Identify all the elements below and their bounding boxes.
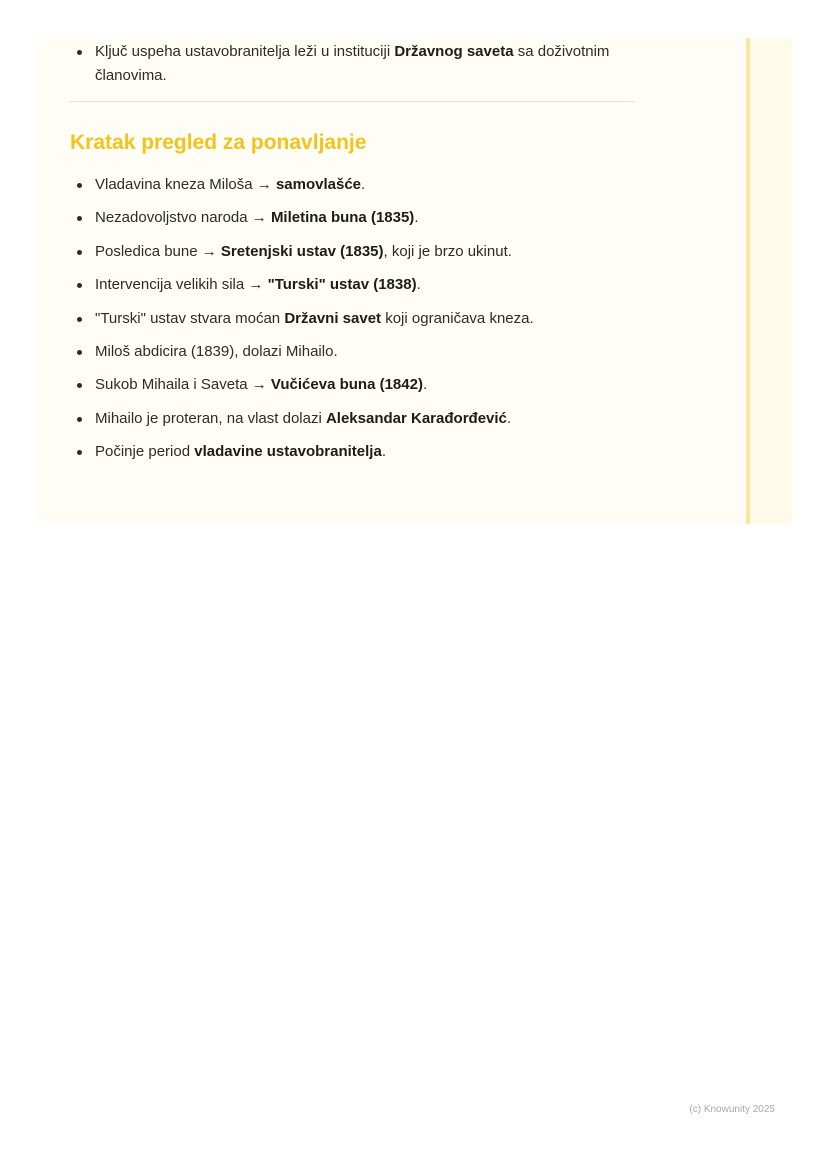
card-accent-bar: [746, 38, 750, 524]
text-segment: "Turski" ustav stvara moćan: [95, 309, 285, 327]
list-item: [70, 440, 635, 464]
list-item: [70, 373, 635, 397]
text-segment: Miloš abdicira (1839), dolazi Mihailo.: [95, 342, 338, 360]
text-segment-bold: Miletina buna (1835): [270, 209, 415, 227]
text-segment-bold: Državni savet: [284, 309, 382, 327]
text-segment-bold: Državnog saveta: [394, 43, 514, 60]
text-segment: Mihailo je proteran, na vlast dolazi: [95, 409, 326, 427]
text-segment: .: [381, 443, 386, 461]
list-item: [70, 40, 635, 88]
review-list: [70, 173, 635, 464]
text-segment: Intervencija velikih sila →: [95, 276, 268, 294]
list-item: [70, 340, 635, 364]
text-segment: Posledica bune →: [95, 242, 221, 260]
list-item: [70, 173, 635, 197]
text-segment: , koji je brzo ukinut.: [383, 242, 512, 260]
text-segment: .: [361, 176, 366, 193]
text-segment-bold: Aleksandar Karađorđević: [325, 409, 507, 427]
note-content: [70, 38, 635, 474]
section-heading: Kratak pregled za ponavljanje: [70, 131, 367, 154]
text-segment: Ključ uspeha ustavobranitelja leži u instituciji: [95, 43, 395, 60]
text-segment: koji ograničava kneza.: [381, 309, 534, 327]
text-segment: Sukob Mihaila i Saveta →: [95, 376, 271, 394]
list-item: [70, 240, 635, 264]
list-item: [70, 273, 635, 297]
summary-list: [70, 40, 635, 88]
list-item: [70, 307, 635, 331]
copyright-footer: (c) Knowunity 2025: [689, 1104, 775, 1115]
section-divider: [70, 101, 634, 102]
list-item: [70, 206, 635, 230]
text-segment: .: [416, 276, 421, 294]
text-segment-bold: Sretenjski ustav (1835): [220, 242, 384, 260]
card-side-panel: [750, 38, 792, 524]
text-segment-bold: "Turski" ustav (1838): [267, 276, 417, 294]
text-segment: .: [414, 209, 419, 227]
text-segment: Vladavina kneza Miloša →: [95, 176, 276, 193]
text-segment-bold: vladavine ustavobranitelja: [194, 443, 382, 461]
text-segment-bold: Vučićeva buna (1842): [270, 376, 423, 394]
text-segment: .: [506, 409, 512, 427]
text-segment: Počinje period: [95, 443, 195, 461]
text-segment: sa doživotnim članovima.: [95, 43, 610, 84]
text-segment: .: [422, 376, 428, 394]
text-segment-bold: samovlašće: [275, 176, 362, 193]
list-item: [70, 407, 635, 431]
text-segment: Nezadovoljstvo naroda →: [95, 209, 271, 227]
